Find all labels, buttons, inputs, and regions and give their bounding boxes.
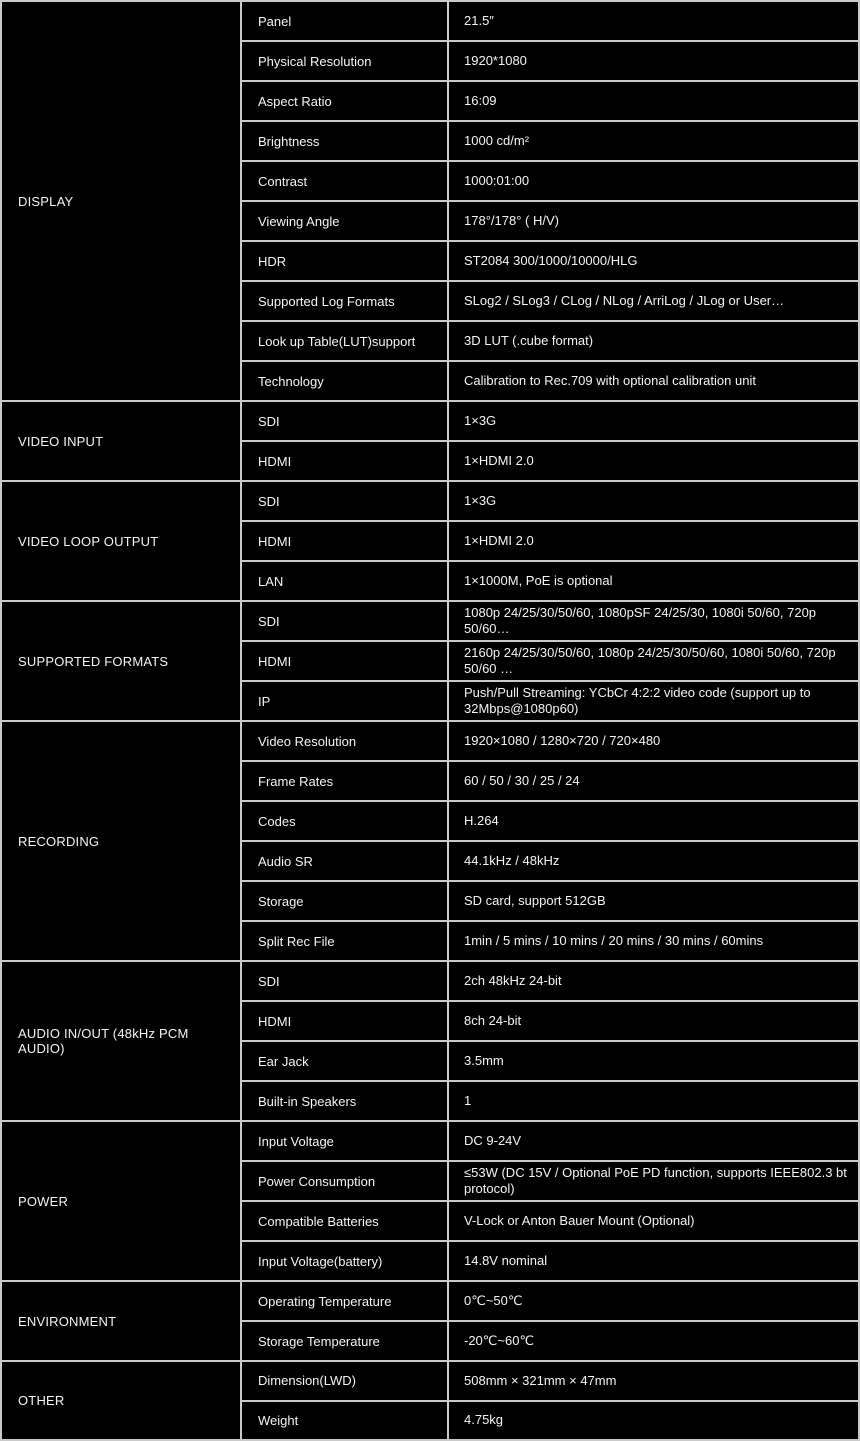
spec-rows	[242, 1362, 858, 1439]
spec-label: Codes	[242, 802, 449, 840]
spec-value: 0℃~50℃	[464, 1293, 523, 1308]
spec-label: Input Voltage(battery)	[242, 1242, 449, 1280]
spec-label: Panel	[242, 2, 449, 40]
spec-label: Physical Resolution	[242, 42, 449, 80]
category-cell: VIDEO LOOP OUTPUT	[2, 482, 242, 600]
spec-label: Built-in Speakers	[242, 1082, 449, 1120]
table-row	[242, 322, 858, 362]
spec-group	[2, 1282, 858, 1362]
spec-value: 8ch 24-bit	[464, 1013, 522, 1028]
table-row	[242, 82, 858, 122]
spec-label: Frame Rates	[242, 762, 449, 800]
category-cell: ENVIRONMENT	[2, 1282, 242, 1360]
spec-value: SLog2 / SLog3 / CLog / NLog / ArriLog / JLog or User…	[464, 293, 785, 308]
spec-label: Video Resolution	[242, 722, 449, 760]
spec-label: Input Voltage	[242, 1122, 449, 1160]
spec-value: 1	[464, 1093, 472, 1108]
table-row	[242, 442, 858, 480]
table-row	[242, 242, 858, 282]
spec-label: Power Consumption	[242, 1162, 449, 1200]
spec-label: Look up Table(LUT)support	[242, 322, 449, 360]
spec-label: Compatible Batteries	[242, 1202, 449, 1240]
spec-group	[2, 602, 858, 722]
spec-value: 2ch 48kHz 24-bit	[464, 973, 562, 988]
category-cell: RECORDING	[2, 722, 242, 960]
table-row	[242, 682, 858, 720]
spec-value: DC 9-24V	[464, 1133, 522, 1148]
spec-value: 14.8V nominal	[464, 1253, 548, 1268]
spec-label: Supported Log Formats	[242, 282, 449, 320]
table-row	[242, 722, 858, 762]
spec-label: Ear Jack	[242, 1042, 449, 1080]
spec-label: HDR	[242, 242, 449, 280]
spec-label: Storage	[242, 882, 449, 920]
table-row	[242, 1242, 858, 1280]
spec-label: Weight	[242, 1402, 449, 1440]
spec-value: 4.75kg	[464, 1412, 504, 1428]
spec-value: 1×HDMI 2.0	[464, 453, 534, 468]
table-row	[242, 802, 858, 842]
table-row	[242, 1282, 858, 1322]
spec-label: HDMI	[242, 442, 449, 480]
spec-value: 1920×1080 / 1280×720 / 720×480	[464, 733, 661, 748]
table-row	[242, 842, 858, 882]
spec-value: SD card, support 512GB	[464, 893, 606, 908]
spec-value: H.264	[464, 813, 499, 828]
table-row	[242, 1322, 858, 1360]
spec-value: Push/Pull Streaming: YCbCr 4:2:2 video code (support up to 32Mbps@1080p60)	[464, 685, 811, 716]
spec-label: HDMI	[242, 1002, 449, 1040]
spec-label: Contrast	[242, 162, 449, 200]
table-row	[242, 1002, 858, 1042]
spec-label: SDI	[242, 962, 449, 1000]
table-row	[242, 922, 858, 960]
spec-label: Technology	[242, 362, 449, 400]
table-row	[242, 1082, 858, 1120]
spec-label: SDI	[242, 402, 449, 440]
spec-label: HDMI	[242, 522, 449, 560]
spec-value: V-Lock or Anton Bauer Mount (Optional)	[464, 1213, 695, 1228]
table-row	[242, 562, 858, 600]
spec-rows	[242, 602, 858, 720]
table-row	[242, 1042, 858, 1082]
spec-value: 1min / 5 mins / 10 mins / 20 mins / 30 mins / 60mins	[464, 933, 764, 948]
spec-group	[2, 1122, 858, 1282]
spec-value: 21.5″	[464, 13, 494, 28]
spec-rows	[242, 1282, 858, 1360]
table-row	[242, 482, 858, 522]
table-row	[242, 42, 858, 82]
category-cell: OTHER	[2, 1362, 242, 1439]
spec-group	[2, 962, 858, 1122]
table-row	[242, 202, 858, 242]
spec-value: 3D LUT (.cube format)	[464, 333, 594, 348]
spec-value: 16:09	[464, 93, 497, 108]
spec-value: 1080p 24/25/30/50/60, 1080pSF 24/25/30, 1080i 50/60, 720p 50/60…	[464, 605, 817, 636]
spec-group	[2, 482, 858, 602]
table-row	[242, 402, 858, 442]
table-row	[242, 1122, 858, 1162]
spec-value: Calibration to Rec.709 with optional calibration unit	[464, 373, 756, 388]
spec-label: Aspect Ratio	[242, 82, 449, 120]
spec-value: ≤53W (DC 15V / Optional PoE PD function, supports IEEE802.3 bt protocol)	[464, 1165, 847, 1196]
spec-group	[2, 2, 858, 402]
spec-label: SDI	[242, 602, 449, 640]
spec-label: Storage Temperature	[242, 1322, 449, 1360]
table-row	[242, 1362, 858, 1402]
table-row	[242, 1202, 858, 1242]
spec-value: -20℃~60℃	[464, 1333, 535, 1348]
spec-value: 60 / 50 / 30 / 25 / 24	[464, 773, 580, 788]
table-row	[242, 522, 858, 562]
spec-value: 1×3G	[464, 493, 497, 508]
spec-rows	[242, 962, 858, 1120]
spec-label: LAN	[242, 562, 449, 600]
category-cell: VIDEO INPUT	[2, 402, 242, 480]
spec-value: 1000 cd/m²	[464, 133, 530, 148]
spec-value: 1×3G	[464, 413, 497, 428]
spec-value: 44.1kHz / 48kHz	[464, 853, 560, 868]
category-cell: AUDIO IN/OUT (48kHz PCM AUDIO)	[2, 962, 242, 1120]
table-row	[242, 1162, 858, 1202]
spec-group	[2, 402, 858, 482]
category-cell: SUPPORTED FORMATS	[2, 602, 242, 720]
spec-label: Audio SR	[242, 842, 449, 880]
spec-value: 508mm × 321mm × 47mm	[464, 1372, 617, 1388]
table-row	[242, 162, 858, 202]
table-row	[242, 1402, 858, 1440]
spec-value: 1×1000M, PoE is optional	[464, 573, 613, 588]
category-cell: DISPLAY	[2, 2, 242, 400]
spec-label: IP	[242, 682, 449, 720]
table-row	[242, 962, 858, 1002]
table-row	[242, 122, 858, 162]
table-row	[242, 282, 858, 322]
table-row	[242, 362, 858, 400]
spec-rows	[242, 722, 858, 960]
spec-label: Operating Temperature	[242, 1282, 449, 1320]
spec-value: 1000:01:00	[464, 173, 530, 188]
table-row	[242, 602, 858, 642]
spec-label: SDI	[242, 482, 449, 520]
spec-value: 1×HDMI 2.0	[464, 533, 534, 548]
spec-value: 3.5mm	[464, 1053, 504, 1068]
spec-group	[2, 722, 858, 962]
spec-rows	[242, 402, 858, 480]
spec-value: 1920*1080	[464, 53, 527, 68]
spec-label: Brightness	[242, 122, 449, 160]
table-row	[242, 762, 858, 802]
spec-rows	[242, 1122, 858, 1280]
spec-rows	[242, 2, 858, 400]
spec-value: ST2084 300/1000/10000/HLG	[464, 253, 638, 268]
spec-value: 178°/178° ( H/V)	[464, 213, 559, 228]
spec-group	[2, 1362, 858, 1439]
table-row	[242, 2, 858, 42]
spec-label: HDMI	[242, 642, 449, 680]
spec-label: Viewing Angle	[242, 202, 449, 240]
table-row	[242, 642, 858, 682]
spec-rows	[242, 482, 858, 600]
category-cell: POWER	[2, 1122, 242, 1280]
table-row	[242, 882, 858, 922]
spec-label: Split Rec File	[242, 922, 449, 960]
spec-value: 2160p 24/25/30/50/60, 1080p 24/25/30/50/60, 1080i 50/60, 720p 50/60 …	[464, 645, 836, 676]
spec-label: Dimension(LWD)	[242, 1362, 449, 1400]
